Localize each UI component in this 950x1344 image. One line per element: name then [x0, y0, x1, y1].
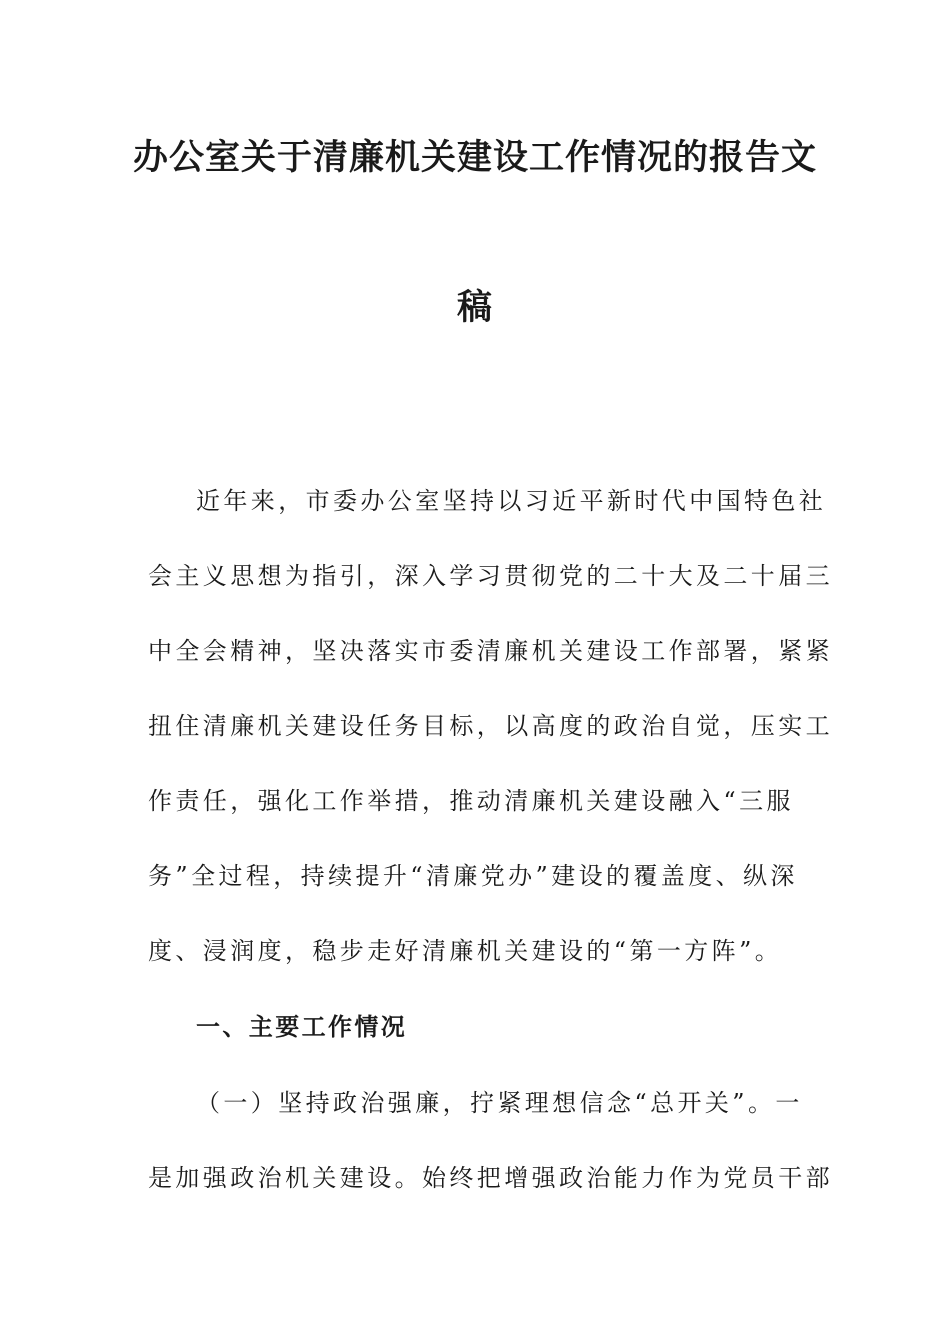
section-1-heading: 一、主要工作情况 [196, 1013, 408, 1041]
paragraph-2-line-1: （一）坚持政治强廉，拧紧理想信念“总开关”。一 [196, 1089, 803, 1117]
paragraph-1-line-1: 近年来，市委办公室坚持以习近平新时代中国特色社 [196, 487, 827, 515]
document-title-line-2: 稿 [456, 288, 493, 328]
paragraph-1-line-3: 中全会精神，坚决落实市委清廉机关建设工作部署，紧紧 [148, 637, 833, 665]
paragraph-1-line-7: 度、浸润度，稳步走好清廉机关建设的“第一方阵”。 [148, 937, 783, 965]
paragraph-1-line-4: 扭住清廉机关建设任务目标，以高度的政治自觉，压实工 [148, 712, 833, 740]
paragraph-1-line-6: 务”全过程，持续提升“清廉党办”建设的覆盖度、纵深 [148, 862, 798, 890]
paragraph-1-line-5: 作责任，强化工作举措，推动清廉机关建设融入“三服 [148, 787, 794, 815]
document-title-line-1: 办公室关于清廉机关建设工作情况的报告文 [132, 138, 817, 178]
paragraph-1-line-2: 会主义思想为指引，深入学习贯彻党的二十大及二十届三 [148, 562, 833, 590]
paragraph-2-line-2: 是加强政治机关建设。始终把增强政治能力作为党员干部 [148, 1164, 833, 1192]
